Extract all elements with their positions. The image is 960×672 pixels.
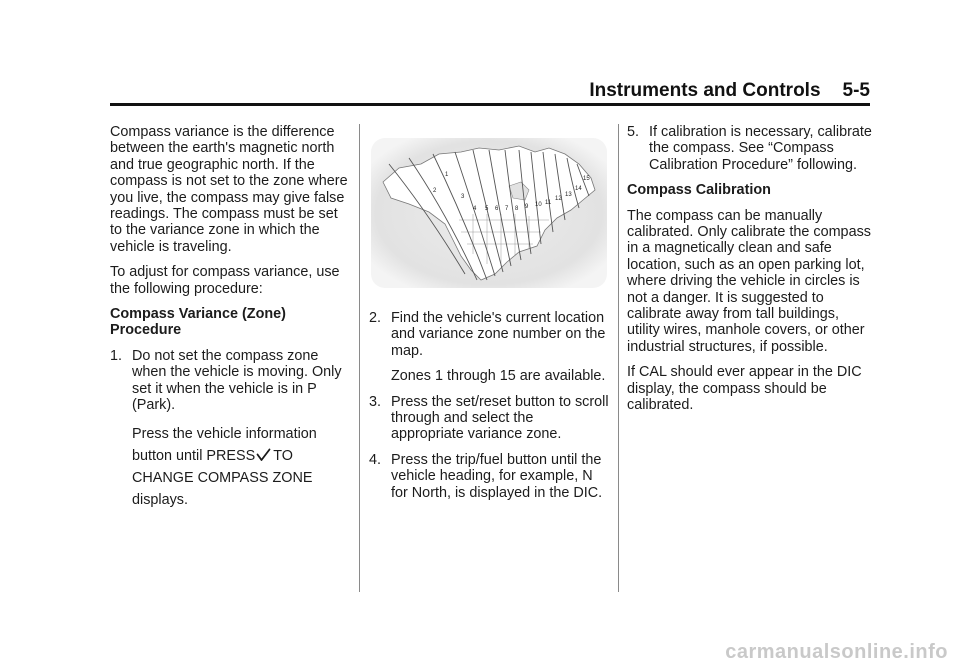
column-divider [618, 124, 619, 592]
section-title: Instruments and Controls [589, 80, 821, 101]
press-text-before: Press the vehicle information button until PRESS [132, 425, 317, 464]
zone-label: 12 [555, 196, 562, 202]
step-text: Do not set the compass zone when the vehicle is moving. Only set it when the vehicle is in P (Park). [132, 347, 342, 414]
zone-label: 10 [535, 202, 542, 208]
step-5 [627, 124, 872, 173]
header-text [589, 80, 870, 102]
zone-label: 7 [505, 206, 509, 212]
variance-zone-map [369, 124, 609, 296]
step-number: 5. [627, 124, 640, 140]
north-america-map-image [369, 124, 609, 296]
zone-label: 15 [583, 176, 590, 182]
step-3 [369, 394, 609, 443]
column-2 [369, 124, 609, 510]
watermark-logo: carmanualsonline.info [725, 641, 948, 663]
step-2 [369, 310, 609, 385]
zone-label: 8 [515, 206, 519, 212]
step-number: 2. [369, 310, 382, 326]
zone-label: 4 [473, 206, 477, 212]
step-number: 4. [369, 451, 382, 468]
page-number: 5-5 [842, 80, 870, 101]
zone-label: 3 [461, 194, 465, 200]
cal-paragraph: If CAL should ever appear in the DIC display, the compass should be calibrated. [627, 364, 862, 414]
calibration-heading: Compass Calibration [627, 182, 771, 199]
zone-label: 13 [565, 192, 572, 198]
step-number: 3. [369, 393, 382, 410]
step-text: If calibration is necessary, calibrate the compass. See “Compass Calibration Procedure” following. [649, 124, 872, 173]
zone-label: 9 [525, 204, 529, 210]
column-divider [359, 124, 360, 592]
step-text: Press the trip/fuel button until the vehicle heading, for example, N for North, is displayed in the DIC. [391, 451, 603, 501]
page-header [110, 78, 870, 106]
step-text: Press the set/reset button to scroll through and select the appropriate variance zone. [391, 393, 609, 443]
zone-label: 2 [433, 188, 437, 194]
zone-label: 5 [485, 206, 489, 212]
step-1 [110, 348, 352, 511]
adjust-paragraph: To adjust for compass variance, use the following procedure: [110, 264, 340, 297]
column-1 [110, 124, 352, 520]
zone-label: 11 [545, 200, 552, 206]
intro-paragraph: Compass variance is the difference between the earth's magnetic north and true geographic north. If the compass is not set to the zone where you live, the compass may give false readings. The compass must be set to the variance zone in which the vehicle is traveling. [110, 124, 348, 255]
step-4 [369, 452, 609, 501]
step-subtext: Zones 1 through 15 are available. [391, 368, 606, 385]
zone-label: 1 [445, 172, 449, 178]
checkmark-icon [256, 447, 271, 461]
press-text-after: TO CHANGE COMPASS ZONE displays. [132, 447, 313, 508]
zone-label: 14 [575, 186, 582, 192]
step-press-text [132, 423, 352, 511]
step-number: 1. [110, 347, 123, 364]
calibration-paragraph: The compass can be manually calibrated. Only calibrate the compass in a magnetically clean and safe location, such as an open parking lot, where driving the vehicle in circles is not a danger. It is suggested to calibrate away from tall buildings, utility wires, manhole covers, or other industrial structures, if possible. [627, 207, 871, 355]
column-3 [627, 124, 872, 423]
step-text: Find the vehicle's current location and variance zone number on the map. [391, 310, 606, 359]
procedure-heading: Compass Variance (Zone) Procedure [110, 306, 286, 339]
zone-label: 6 [495, 206, 499, 212]
